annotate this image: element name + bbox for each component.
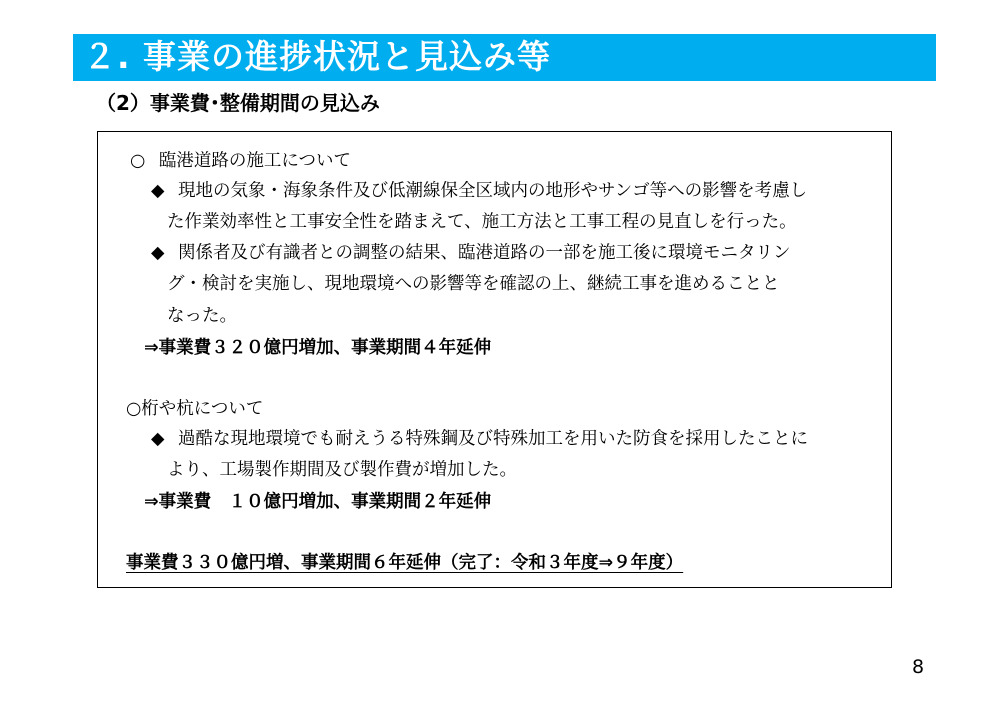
page-title: ２. 事業の進捗状況と見込み等 [83, 37, 552, 76]
circle-marker: ○ [130, 151, 146, 171]
section1-heading: 臨港道路の施工について [158, 151, 352, 171]
content-box [97, 131, 892, 588]
diamond-bullet-icon: ◆ [151, 429, 165, 449]
section1-bullet1-row [151, 179, 807, 203]
diamond-bullet-icon: ◆ [151, 181, 165, 201]
section1-bullet2-line3: なった。 [167, 306, 237, 326]
section1-bullet2-line2: グ・検討を実施し、現地環境への影響等を確認の上、継続工事を進めることと [167, 274, 780, 294]
section2-bullet1-row [151, 427, 808, 451]
section2-heading: ○桁や杭について [126, 399, 264, 419]
section1-bullet2-row [151, 241, 791, 265]
title-bar [73, 34, 936, 81]
section-subtitle: （2）事業費･整備期間の見込み [96, 91, 380, 115]
section1-bullet1-line1: 現地の気象・海象条件及び低潮線保全区域内の地形やサンゴ等への影響を考慮し [178, 181, 808, 201]
section1-result: ⇒事業費３２０億円増加、事業期間４年延伸 [144, 338, 492, 358]
diamond-bullet-icon: ◆ [151, 243, 165, 263]
section2-bullet1-line1: 過酷な現地環境でも耐えうる特殊鋼及び特殊加工を用いた防食を採用したことに [178, 429, 809, 449]
section1-bullet2-line1: 関係者及び有識者との調整の結果、臨港道路の一部を施工後に環境モニタリン [178, 243, 791, 263]
section1-bullet1-line2: た作業効率性と工事安全性を踏まえて、施工方法と工事工程の見直しを行った。 [167, 212, 797, 232]
section2-bullet1-line2: より、工場製作期間及び製作費が増加した。 [167, 460, 517, 480]
summary-line: 事業費３３０億円増、事業期間６年延伸（完了：令和３年度⇒９年度） [126, 553, 684, 573]
section2-result: ⇒事業費 １０億円増加、事業期間２年延伸 [144, 492, 492, 512]
page-number: 8 [912, 656, 925, 678]
section1-heading-row [130, 149, 351, 173]
